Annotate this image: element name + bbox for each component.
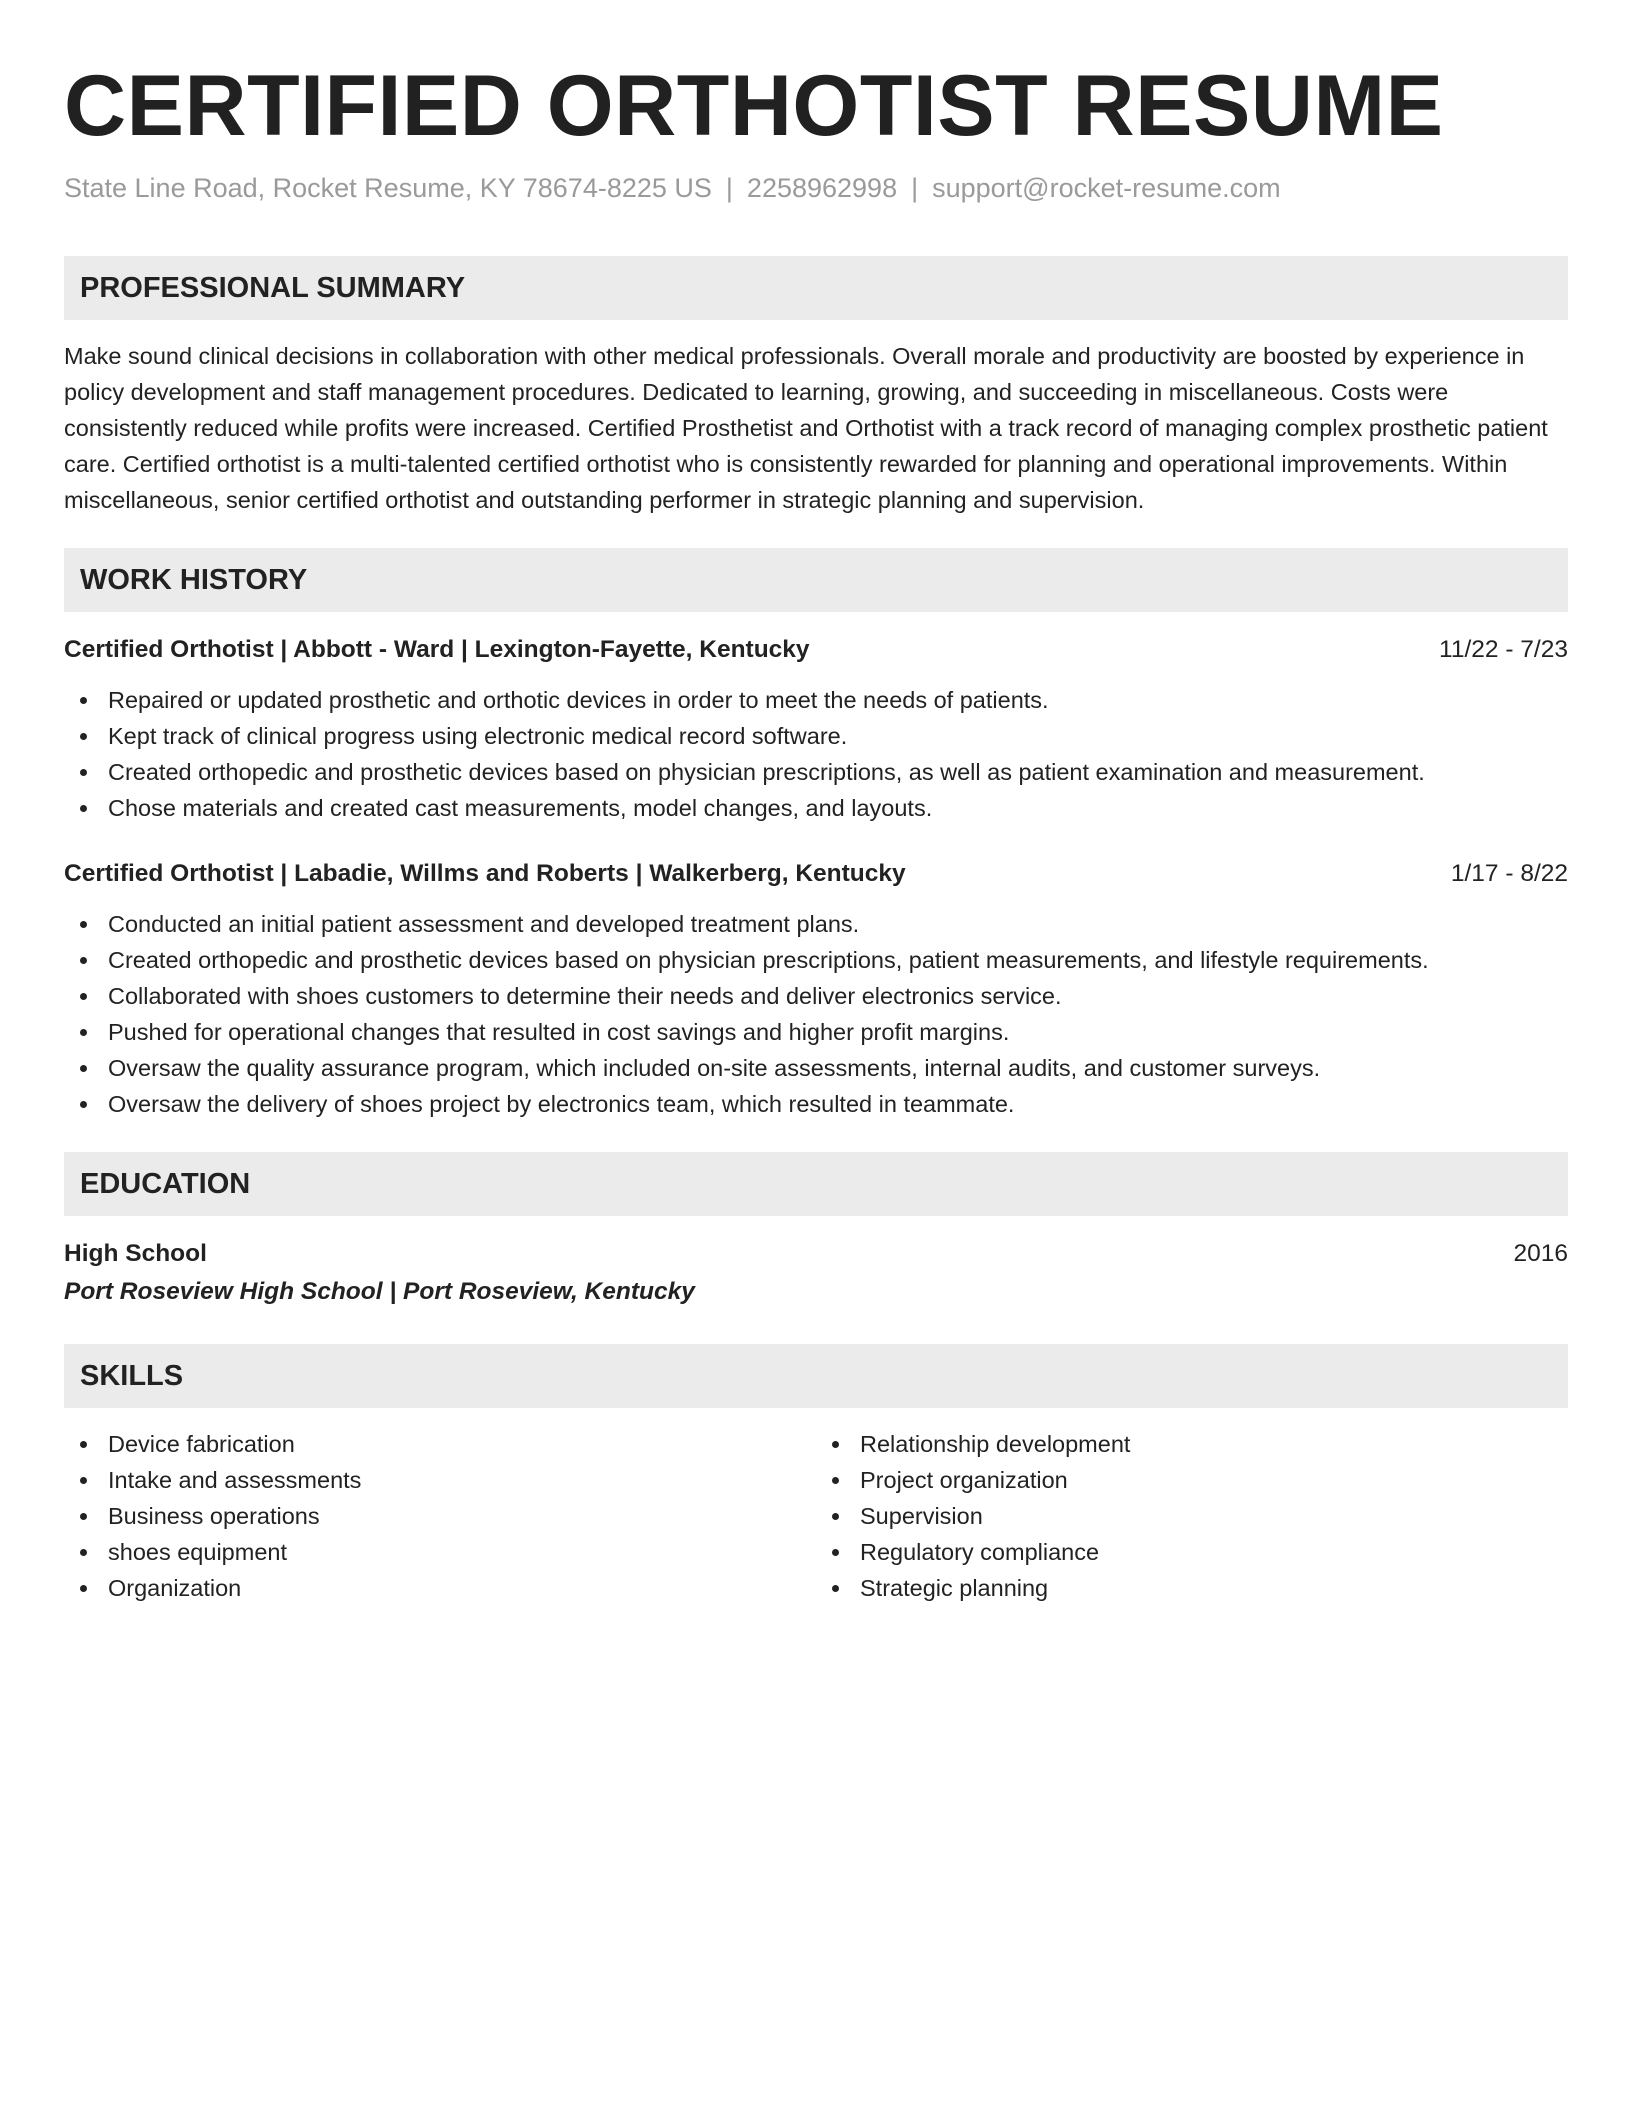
- job-bullet-text: Kept track of clinical progress using electronic medical record software.: [108, 723, 848, 749]
- education-year: 2016: [1513, 1240, 1568, 1267]
- job-title: Certified Orthotist | Abbott - Ward | Lexington-Fayette, Kentucky: [64, 636, 810, 663]
- education-school: Port Roseview High School | Port Roseview, Kentucky: [64, 1278, 695, 1305]
- job-bullet-text: Oversaw the delivery of shoes project by electronics team, which resulted in teammate.: [108, 1091, 1015, 1117]
- skills-list-right: [816, 1426, 1568, 1606]
- bullet-icon: [80, 1477, 87, 1484]
- job-bullets: [64, 682, 1568, 826]
- job-bullet: [64, 682, 1568, 718]
- job-bullet: [64, 1086, 1568, 1122]
- job-bullet-text: Created orthopedic and prosthetic devices based on physician prescriptions, patient measurements, and lifestyle requirements.: [108, 947, 1429, 973]
- bullet-icon: [80, 697, 87, 704]
- skill-item: [64, 1570, 816, 1606]
- job-dates: 11/22 - 7/23: [1439, 636, 1568, 663]
- job-header: [64, 632, 1568, 668]
- bullet-icon: [80, 1101, 87, 1108]
- bullet-icon: [832, 1585, 839, 1592]
- skill-item: [816, 1498, 1568, 1534]
- section-header-summary: PROFESSIONAL SUMMARY: [64, 256, 1568, 320]
- job-header: [64, 856, 1568, 892]
- skill-item: [816, 1570, 1568, 1606]
- job-bullets: [64, 906, 1568, 1122]
- skill-item: [64, 1426, 816, 1462]
- skill-text: Regulatory compliance: [860, 1539, 1100, 1565]
- skill-item: [64, 1498, 816, 1534]
- bullet-icon: [832, 1477, 839, 1484]
- job-bullet: [64, 754, 1568, 790]
- contact-separator: |: [725, 173, 733, 203]
- job-bullet: [64, 978, 1568, 1014]
- bullet-icon: [80, 1065, 87, 1072]
- skill-item: [64, 1462, 816, 1498]
- job-bullet-text: Conducted an initial patient assessment and developed treatment plans.: [108, 911, 860, 937]
- bullet-icon: [832, 1441, 839, 1448]
- skill-text: Organization: [108, 1575, 242, 1601]
- bullet-icon: [80, 769, 87, 776]
- skills-columns: [64, 1426, 1568, 1606]
- resume-title: CERTIFIED ORTHOTIST RESUME: [64, 58, 1444, 154]
- skill-text: shoes equipment: [108, 1539, 287, 1565]
- skill-text: Strategic planning: [860, 1575, 1049, 1601]
- bullet-icon: [80, 1549, 87, 1556]
- bullet-icon: [80, 1585, 87, 1592]
- contact-email: support@rocket-resume.com: [932, 173, 1281, 203]
- bullet-icon: [80, 805, 87, 812]
- contact-phone: 2258962998: [746, 173, 898, 203]
- job-bullet-text: Pushed for operational changes that resulted in cost savings and higher profit margins.: [108, 1019, 1010, 1045]
- skill-item: [816, 1534, 1568, 1570]
- job-bullet: [64, 942, 1568, 978]
- job-bullet-text: Created orthopedic and prosthetic devices based on physician prescriptions, as well as patient examination and measurement.: [108, 759, 1425, 785]
- job-entry: [64, 632, 1568, 826]
- contact-line: [64, 170, 1568, 206]
- education-degree: High School: [64, 1240, 207, 1267]
- skill-text: Device fabrication: [108, 1431, 295, 1457]
- job-bullet-text: Repaired or updated prosthetic and orthotic devices in order to meet the needs of patients.: [108, 687, 1049, 713]
- bullet-icon: [80, 1029, 87, 1036]
- job-bullet: [64, 790, 1568, 826]
- education-entry: [64, 1236, 1568, 1310]
- skill-text: Project organization: [860, 1467, 1068, 1493]
- job-title: Certified Orthotist | Labadie, Willms and Roberts | Walkerberg, Kentucky: [64, 860, 906, 887]
- skill-text: Relationship development: [860, 1431, 1131, 1457]
- job-entry: [64, 856, 1568, 1122]
- contact-address: State Line Road, Rocket Resume, KY 78674-8225 US: [64, 173, 712, 203]
- section-header-education: EDUCATION: [64, 1152, 1568, 1216]
- job-dates: 1/17 - 8/22: [1450, 860, 1568, 887]
- bullet-icon: [80, 957, 87, 964]
- job-bullet-text: Collaborated with shoes customers to determine their needs and deliver electronics service.: [108, 983, 1062, 1009]
- bullet-icon: [832, 1513, 839, 1520]
- skill-text: Supervision: [860, 1503, 983, 1529]
- bullet-icon: [832, 1549, 839, 1556]
- section-header-skills: SKILLS: [64, 1344, 1568, 1408]
- skills-list-left: [64, 1426, 816, 1606]
- section-header-work-history: WORK HISTORY: [64, 548, 1568, 612]
- bullet-icon: [80, 1513, 87, 1520]
- skill-item: [64, 1534, 816, 1570]
- skill-text: Intake and assessments: [108, 1467, 362, 1493]
- skill-item: [816, 1462, 1568, 1498]
- skill-item: [816, 1426, 1568, 1462]
- job-bullet: [64, 1014, 1568, 1050]
- bullet-icon: [80, 993, 87, 1000]
- job-bullet: [64, 718, 1568, 754]
- skill-text: Business operations: [108, 1503, 320, 1529]
- education-header: [64, 1236, 1568, 1272]
- job-bullet-text: Oversaw the quality assurance program, which included on-site assessments, internal audits, and customer surveys.: [108, 1055, 1321, 1081]
- summary-text: Make sound clinical decisions in collaboration with other medical professionals. Overall morale and productivity are boosted by experience in policy development and staff management procedures. Dedicated to learning, growing, and succeeding in miscellaneous. Costs were consistently reduced while profits were increased. Certified Prosthetist and Orthotist with a track record of managing complex prosthetic patient care. Certified orthotist is a multi-talented certified orthotist who is consistently rewarded for planning and operational improvements. Within miscellaneous, senior certified orthotist and outstanding performer in strategic planning and supervision.: [64, 343, 1548, 513]
- bullet-icon: [80, 1441, 87, 1448]
- bullet-icon: [80, 921, 87, 928]
- job-bullet: [64, 906, 1568, 942]
- bullet-icon: [80, 733, 87, 740]
- contact-separator: |: [911, 173, 919, 203]
- job-bullet: [64, 1050, 1568, 1086]
- job-bullet-text: Chose materials and created cast measurements, model changes, and layouts.: [108, 795, 933, 821]
